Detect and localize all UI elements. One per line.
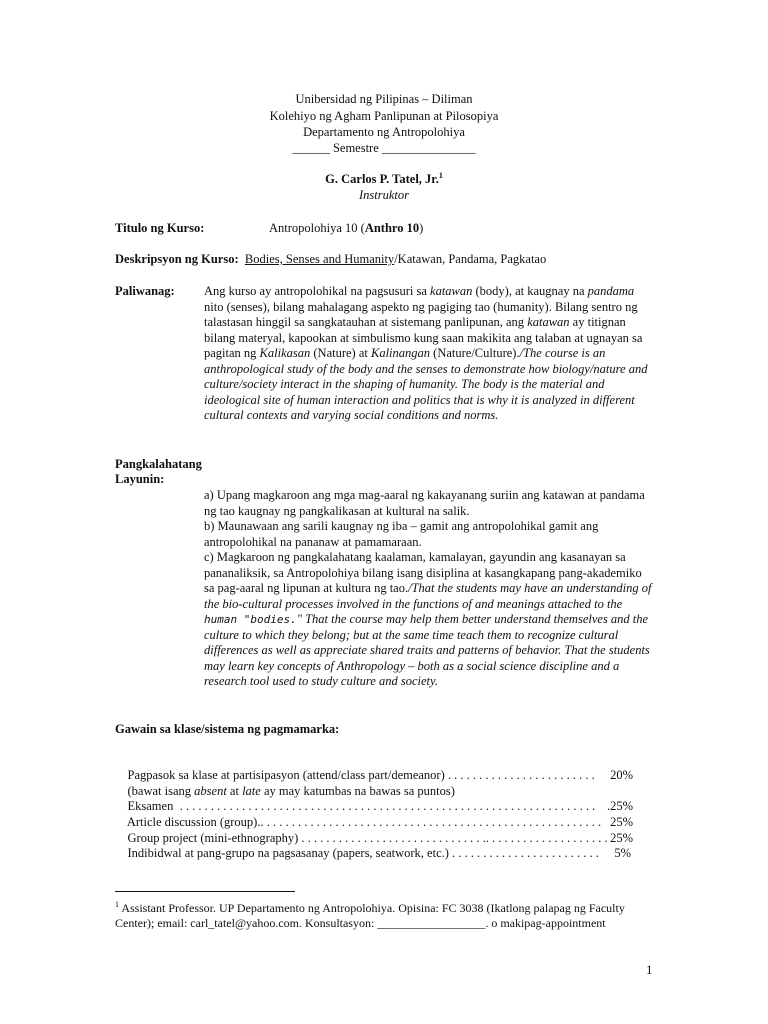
- grade-row-note: (bawat isang absent at late ay may katumbas na bawas sa puntos): [127, 783, 455, 798]
- grade-row-project: Group project (mini-ethnography) . . . . . . . . . . . . . . . . . . . . . . . . . . . . . .. . . . . . . . . . . . . . . . . . . . 25%: [127, 830, 633, 845]
- footnote-mark: 1: [438, 170, 443, 180]
- objectives-label-2: Layunin:: [115, 472, 165, 486]
- department-name: Departamento ng Antropolohiya: [303, 125, 465, 139]
- objective-c: c) Magkaroon ng pangkalahatang kaalaman, kamalayan, gayundin ang kasanayan sa pananaliksik, sa Antropolohiya bilang isang disiplina at kasangkapang pang-akademiko sa pag-aaral ng lipunan at kultura ng tao./That the students may have an understanding of the bio-cultural processes involved in the functions of and meanings attached to the human "bodies." That the course may help them better understand themselves and the culture to which they belong; but at the same time teach them to recognize cultural differences as well as appreciate shared traits and patterns of behavior. That the students may learn key concepts of Anthropology – both as a social science discipline and a research tool used to study culture and society.: [204, 550, 652, 688]
- grade-row-exam: Eksamen . . . . . . . . . . . . . . . . . . . . . . . . . . . . . . . . . . . . . . . . . . . . . . . . . . . . . . . . . . . . . . . . . . . .25%: [127, 798, 633, 813]
- footnote: $^1$ Assistant Professor. UP Departamento ng Antropolohiya. Opisina: FC 3038 (Ikatlong palapag ng Faculty Center); email: carl_tatel@yahoo.com. Konsultasyon: __________________. o makipag-appointment: [115, 900, 625, 930]
- objective-b: b) Maunawaan ang sarili kaugnay ng iba – gamit ang antropolohikal gamit ang antropolohikal na pananaw at pamamaraan.: [204, 519, 599, 549]
- objective-a: a) Upang magkaroon ang mga mag-aaral ng kakayanang suriin ang katawan at pandama ng tao kaugnay ng pangkalikasan at kultural na salik.: [204, 488, 645, 518]
- grade-row-individual: Indibidwal at pang-grupo na pagsasanay (papers, seatwork, etc.) . . . . . . . . . . . . . . . . . . . . . . . . 5%: [127, 845, 631, 860]
- grade-row-attendance: Pagpasok sa klase at partisipasyon (attend/class part/demeanor) . . . . . . . . . . . . . . . . . . . . . . . . 20%: [127, 767, 633, 782]
- objectives-label-1: Pangkalahatang: [115, 457, 202, 471]
- explanation-body: Ang kurso ay antropolohikal na pagsusuri sa katawan (body), at kaugnay na pandama nito (senses), bilang mahalagang aspekto ng pagiging tao (humanity). Bilang sentro ng talastasan hinggil sa sangkatauhan at sistemang panlipunan, ang katawan ay titignan bilang materyal, kapookan at simbulismo kung saan makikita ang talaban at ugnayan sa pagitan ng Kalikasan (Nature) at Kalinangan (Nature/Culture)./The course is an anthropological study of the body and the senses to demonstrate how biology/nature and culture/society interact in the shaping of humanity. The body is the material and ideological site of human interaction and politics that is why it is analyzed in different cultural contexts and varying social conditions and norms.: [204, 284, 648, 422]
- objectives-list: [204, 488, 652, 690]
- college-name: Kolehiyo ng Agham Panlipunan at Pilosopiya: [269, 109, 499, 123]
- university-name: Unibersidad ng Pilipinas – Diliman: [295, 92, 473, 106]
- instructor-name: G. Carlos P. Tatel, Jr.$^1$: [325, 170, 443, 186]
- course-title-label: Titulo ng Kurso:: [115, 221, 205, 235]
- course-description: Deskripsyon ng Kurso: Bodies, Senses and Humanity/Katawan, Pandama, Pagkatao: [115, 252, 547, 266]
- page-number: 1: [646, 962, 653, 977]
- grade-row-article: Article discussion (group).. . . . . . . . . . . . . . . . . . . . . . . . . . . . . . . . . . . . . . . . . . . . . . . . . . . . . . . 25%: [126, 814, 633, 829]
- footnote-divider: [115, 891, 295, 892]
- grading-heading: Gawain sa klase/sistema ng pagmamarka:: [115, 722, 340, 736]
- instructor-role: Instruktor: [359, 188, 409, 202]
- course-title-value: Antropolohiya 10 (Anthro 10): [269, 221, 424, 235]
- semester-line: ______ Semestre _______________: [292, 141, 476, 155]
- explanation-label: Paliwanag:: [115, 284, 175, 298]
